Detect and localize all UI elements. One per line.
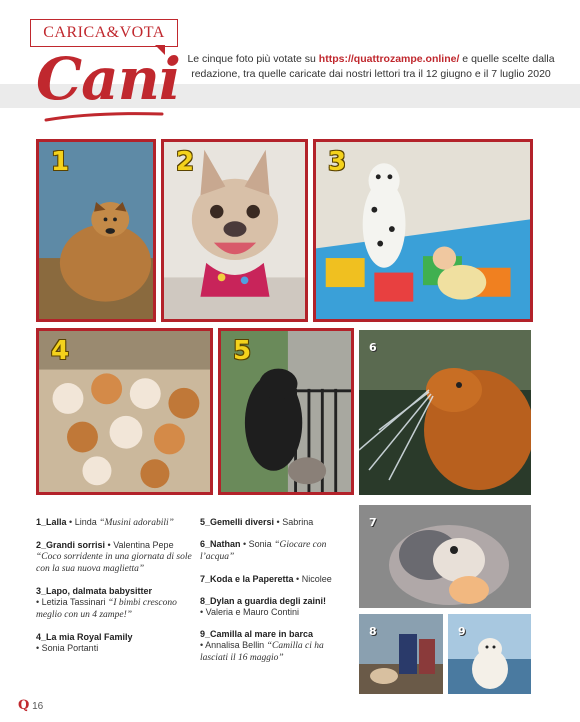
caption-title: 7_Koda e la Paperetta [200, 574, 294, 584]
caption-title: 8_Dylan a guardia degli zaini! [200, 596, 327, 606]
intro-link[interactable]: https://quattrozampe.online/ [318, 53, 460, 65]
caption-item: 9_Camilla al mare in barca • Annalisa Bellin “Camilla ci ha lasciati il 16 maggio” [200, 629, 324, 663]
caption-author: Sonia Portanti [41, 643, 99, 653]
caption-item: 7_Koda e la Paperetta • Nicolee [200, 574, 332, 584]
caption-item: 5_Gemelli diversi • Sabrina [200, 517, 314, 527]
caption-item: 8_Dylan a guardia degli zaini! • Valeria e Mauro Contini [200, 596, 327, 617]
photo-6 [359, 330, 531, 495]
photo-number: 7 [369, 516, 377, 529]
caption-title: 1_Lalla [36, 517, 67, 527]
caption-item: 4_La mia Royal Family • Sonia Portanti [36, 632, 133, 653]
magazine-logo: Q [18, 698, 30, 713]
captions-right [200, 517, 352, 675]
photo-9 [448, 614, 531, 694]
photo-7 [359, 505, 531, 608]
caption-quote: “Coco sorridente in una giornata di sole con la sua nuova maglietta” [36, 552, 192, 574]
intro-before: Le cinque foto più votate su [187, 53, 319, 65]
captions-left [36, 517, 196, 665]
page-title: Cani [36, 45, 180, 113]
photo-4 [36, 328, 213, 495]
caption-author: Letizia Tassinari [41, 597, 106, 607]
photo-number: 3 [328, 147, 347, 177]
photo-number: 8 [369, 625, 377, 638]
caption-author: Sabrina [282, 517, 314, 527]
caption-title: 2_Grandi sorrisi [36, 540, 106, 550]
caption-quote: “I bimbi crescono meglio con un 4 zampe!” [36, 598, 177, 620]
caption-author: Valentina Pepe [113, 540, 174, 550]
intro-after: e quelle scelte dalla redazione, tra quelle caricate dai nostri lettori tra il 12 giugno e il 7 luglio 2020 [191, 53, 555, 80]
photo-2 [161, 139, 308, 322]
caption-author: Sonia [248, 539, 272, 549]
caption-author: Annalisa Bellin [205, 640, 265, 650]
photo-5 [218, 328, 354, 495]
caption-title: 9_Camilla al mare in barca [200, 629, 314, 639]
photo-1 [36, 139, 156, 322]
caption-title: 6_Nathan [200, 539, 241, 549]
caption-author: Nicolee [301, 574, 332, 584]
photo-number: 5 [233, 336, 252, 366]
page-footer [18, 698, 43, 713]
caption-item: 3_Lapo, dalmata babysitter • Letizia Tassinari “I bimbi crescono meglio con un 4 zampe!” [36, 586, 177, 620]
photo-number: 6 [369, 341, 377, 354]
photo-number: 1 [51, 147, 70, 177]
photo-number: 2 [176, 147, 195, 177]
section-tag: CARICA&VOTA [30, 19, 178, 47]
caption-author: Linda [74, 517, 97, 527]
caption-quote: “Musini adorabili” [99, 518, 174, 528]
photo-number: 4 [51, 336, 70, 366]
photo-3 [313, 139, 533, 322]
title-swoosh [44, 110, 164, 124]
intro-text [186, 52, 556, 82]
photo-number: 9 [458, 625, 466, 638]
caption-title: 5_Gemelli diversi [200, 517, 275, 527]
page-number: 16 [32, 701, 44, 712]
caption-author: Valeria e Mauro Contini [205, 607, 300, 617]
caption-item: 2_Grandi sorrisi • Valentina Pepe “Coco sorridente in una giornata di sole con la sua nuova maglietta” [36, 540, 192, 574]
caption-item: 6_Nathan • Sonia “Giocare con l’acqua” [200, 539, 327, 562]
photo-8 [359, 614, 443, 694]
caption-title: 3_Lapo, dalmata babysitter [36, 586, 153, 596]
caption-title: 4_La mia Royal Family [36, 632, 133, 642]
caption-item: 1_Lalla • Linda “Musini adorabili” [36, 517, 174, 528]
caption-quote: “Camilla ci ha lasciati il 16 maggio” [200, 641, 324, 663]
caption-quote: “Giocare con l’acqua” [200, 540, 327, 562]
